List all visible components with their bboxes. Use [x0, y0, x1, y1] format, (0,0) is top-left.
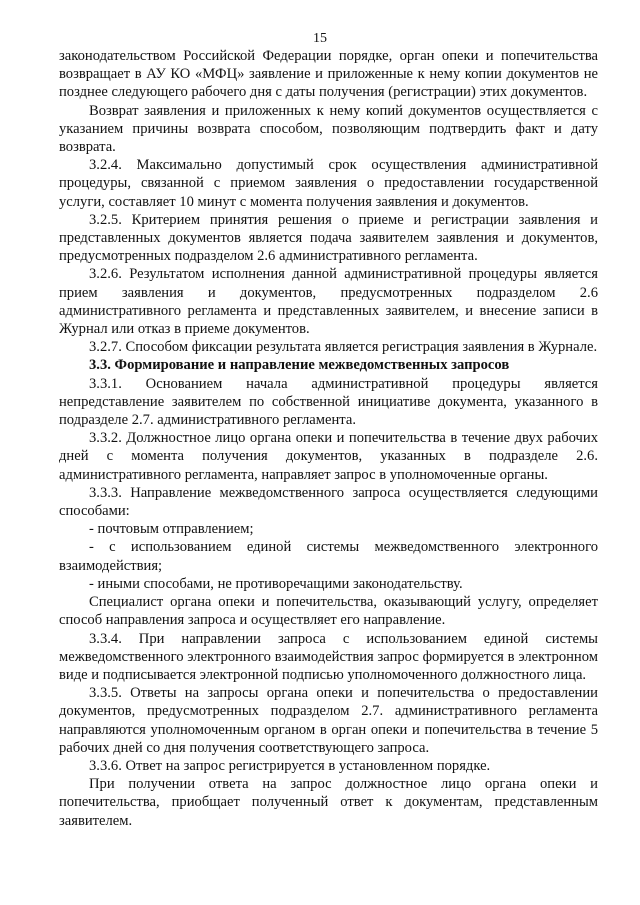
list-item: - с использованием единой системы межведомственного электронного взаимодействия;: [59, 539, 598, 574]
paragraph: Возврат заявления и приложенных к нему копий документов осуществляется с указанием причины возврата способом, позволяющим подтвердить факт и дату возврата.: [59, 102, 598, 156]
paragraph: 3.3.1. Основанием начала административной процедуры является непредставление заявителем по собственной инициативе документа, указанного в подразделе 2.7. административного регламента.: [59, 375, 598, 429]
paragraph: 3.3.6. Ответ на запрос регистрируется в установленном порядке.: [89, 757, 491, 774]
paragraph: 3.2.6. Результатом исполнения данной административной процедуры является прием заявления и документов, предусмотренных подразделом 2.6 административного регламента и представленных заявителем, и внесение записи в Журнал или отказ в приеме документов.: [59, 266, 598, 338]
paragraph: 3.2.4. Максимально допустимый срок осуществления административной процедуры, связанной с приемом заявления о предоставлении государственной услуги, составляет 10 минут с момента получения заявления и документов.: [59, 157, 598, 210]
section-heading: 3.3. Формирование и направление межведомственных запросов: [89, 357, 510, 374]
paragraph: 3.3.3. Направление межведомственного запроса осуществляется следующими способами:: [59, 484, 598, 520]
paragraph: 3.2.5. Критерием принятия решения о приеме и регистрации заявления и представленных документов является подача заявителем заявления и документов, предусмотренных подразделом 2.6 административного регламента.: [59, 211, 598, 265]
paragraph: 3.3.5. Ответы на запросы органа опеки и попечительства о предоставлении документов, предусмотренных подразделом 2.7. административного регламента направляются уполномоченным органом в орган опеки и попечительства в течение 5 рабочих дней со дня получения соответствующего запроса.: [59, 685, 598, 756]
paragraph: 3.3.4. При направлении запроса с использованием единой системы межведомственного электронного взаимодействия запрос формируется в электронном виде и подписывается электронной подписью уполномоченного должностного лица.: [59, 630, 598, 683]
paragraph: законодательством Российской Федерации порядке, орган опеки и попечительства возвращает в АУ КО «МФЦ» заявление и приложенные к нему копии документов не позднее следующего рабочего дня с даты получения (регистрации) этих документов.: [59, 48, 598, 101]
paragraph: 3.2.7. Способом фиксации результата является регистрация заявления в Журнале.: [89, 339, 598, 356]
document-body: [59, 47, 598, 830]
paragraph: 3.3.2. Должностное лицо органа опеки и попечительства в течение двух рабочих дней с момента получения документов, указанных в подразделе 2.6. административного регламента, направляет запрос в уполномоченные органы.: [59, 430, 598, 483]
page-number: 15: [313, 31, 327, 46]
list-item: - иными способами, не противоречащими законодательству.: [89, 575, 463, 592]
list-item: - почтовым отправлением;: [89, 521, 254, 538]
paragraph: При получении ответа на запрос должностное лицо органа опеки и попечительства, приобщает полученный ответ к документам, представленным заявителем.: [59, 776, 598, 829]
paragraph: Специалист органа опеки и попечительства, оказывающий услугу, определяет способ направления запроса и осуществляет его направление.: [59, 594, 598, 629]
